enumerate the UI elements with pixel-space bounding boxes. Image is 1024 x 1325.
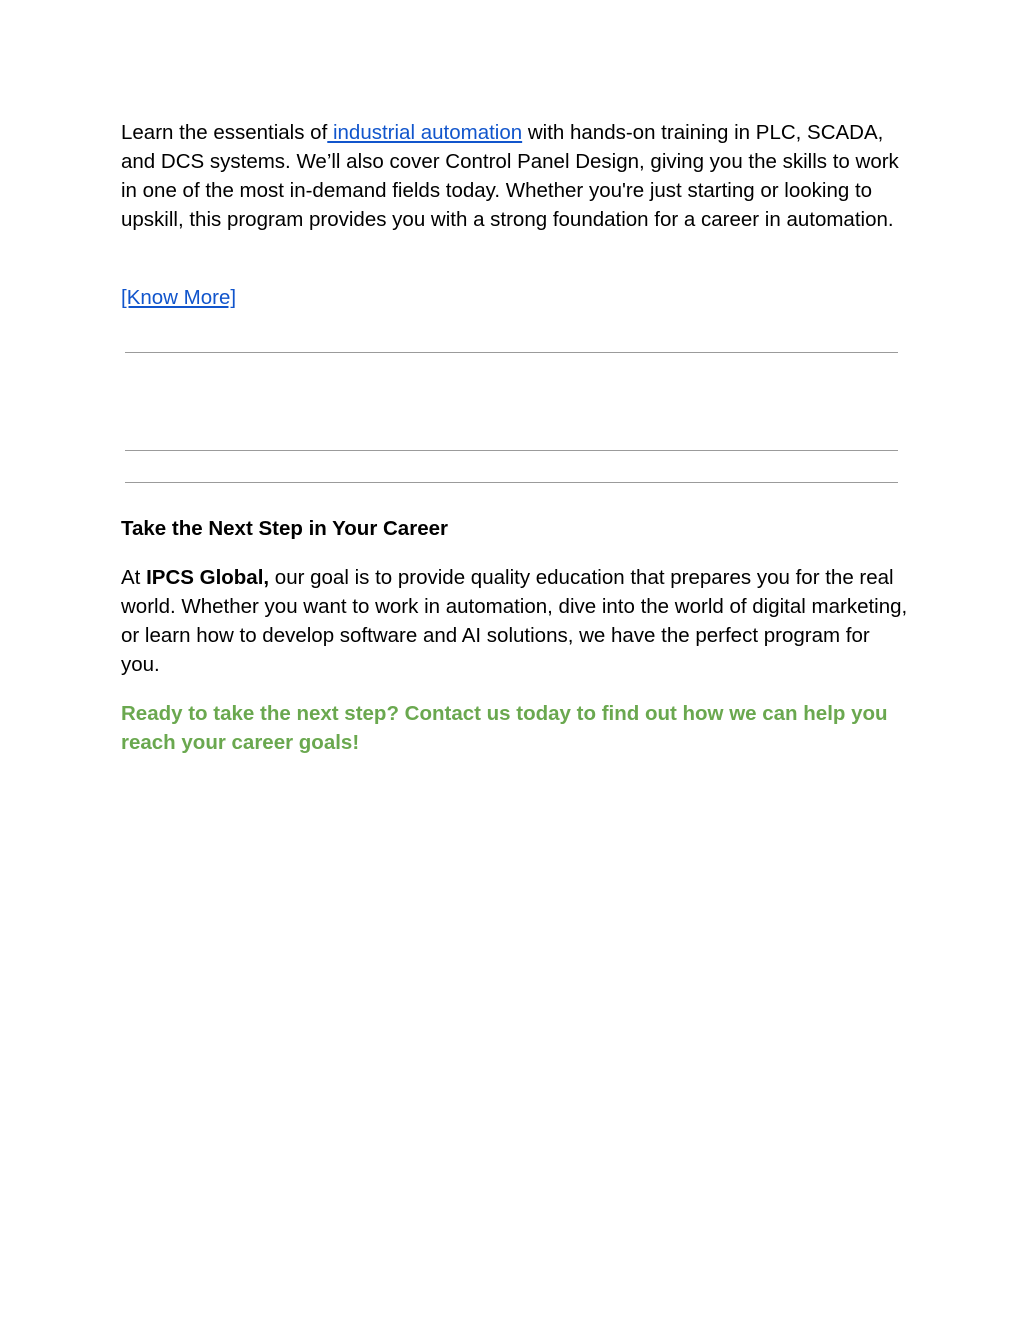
intro-text-before: Learn the essentials of — [121, 121, 328, 144]
industrial-automation-link[interactable]: industrial automation — [327, 121, 523, 144]
intro-text-after: with hands-on training in PLC, SCADA, and DCS systems. We’ll also cover Control Panel Design, giving you the skills to work in one of the most in-demand fields today. Whether you're just starting or looking to upskill, this program provides you with a strong foundation for a career in automation. — [121, 121, 899, 231]
ipcs-text-after: our goal is to provide quality education that prepares you for the real world. Whether you want to work in automation, dive into the world of digital marketing, or learn how to develop software and AI solutions, we have the perfect program for you. — [121, 566, 908, 676]
know-more-paragraph — [121, 283, 911, 312]
ipcs-paragraph — [121, 563, 911, 679]
call-to-action: Ready to take the next step? Contact us today to find out how we can help you reach your career goals! — [121, 702, 888, 754]
horizontal-rule — [125, 482, 898, 483]
section-heading: Take the Next Step in Your Career — [121, 517, 448, 540]
horizontal-rule — [125, 352, 898, 353]
know-more-link[interactable]: [Know More] — [121, 286, 237, 309]
horizontal-rule — [125, 450, 898, 451]
brand-name: IPCS Global, — [146, 566, 270, 589]
ipcs-text-before: At — [121, 566, 147, 589]
intro-paragraph — [121, 118, 911, 234]
